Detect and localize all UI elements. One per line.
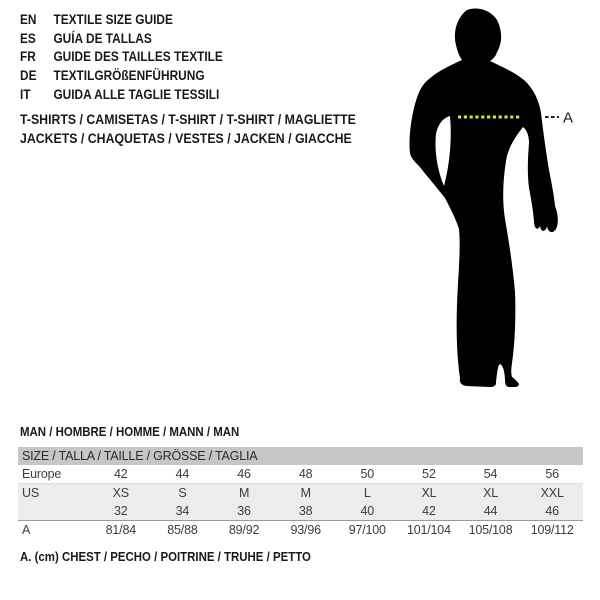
size-table-cell: 56 xyxy=(521,465,583,484)
measurement-footnote: A. (cm) CHEST / PECHO / POITRINE / TRUHE / PETTO xyxy=(20,549,311,564)
size-table-cell: 85/88 xyxy=(167,523,198,537)
size-table-cell: M xyxy=(275,484,337,503)
category-line-tshirts: T-SHIRTS / CAMISETAS / T-SHIRT / T-SHIRT / MAGLIETTE xyxy=(20,111,356,127)
size-table-row-label: A xyxy=(22,523,31,537)
size-table-cell: 38 xyxy=(275,502,337,521)
size-table-row xyxy=(18,465,583,484)
lang-code: DE xyxy=(20,68,37,84)
size-table-cell: 36 xyxy=(213,502,275,521)
size-table-header-cell: SIZE / TALLA / TAILLE / GRÖSSE / TAGLIA xyxy=(18,447,583,465)
lang-title: GUIDE DES TAILLES TEXTILE xyxy=(53,49,223,65)
lang-code: EN xyxy=(20,12,37,27)
size-table-container xyxy=(18,447,583,539)
size-table-header-row xyxy=(18,447,583,465)
section-heading-man: MAN / HOMBRE / HOMME / MANN / MAN xyxy=(20,424,240,439)
lang-title: GUÍA DE TALLAS xyxy=(53,30,152,46)
size-table-cell: 97/100 xyxy=(348,523,386,537)
size-table-cell: 42 xyxy=(90,465,152,484)
size-table-cell: XXL xyxy=(521,484,583,503)
size-table-cell: XL xyxy=(398,484,460,503)
size-table-cell: 40 xyxy=(337,502,399,521)
size-table-cell: 44 xyxy=(152,465,214,484)
size-table-cell: 52 xyxy=(398,465,460,484)
size-table-cell: 44 xyxy=(460,502,522,521)
size-table-cell: 109/112 xyxy=(530,523,574,537)
lang-code: FR xyxy=(20,49,36,65)
size-table xyxy=(18,447,583,539)
size-table-row-label: US xyxy=(18,484,90,503)
size-table-row xyxy=(18,502,583,521)
size-table-cell: 105/108 xyxy=(468,523,513,537)
size-table-cell: L xyxy=(337,484,399,503)
size-table-cell: XL xyxy=(460,484,522,503)
lang-title: TEXTILGRÖßENFÜHRUNG xyxy=(53,68,205,84)
size-table-row xyxy=(18,521,583,540)
size-table-cell: 50 xyxy=(337,465,399,484)
size-table-row-label: Europe xyxy=(18,465,90,484)
size-table-cell: 32 xyxy=(90,502,152,521)
size-table-body xyxy=(18,465,583,539)
lang-code: ES xyxy=(20,30,36,46)
lang-title: TEXTILE SIZE GUIDE xyxy=(53,12,173,27)
size-table-cell: 93/96 xyxy=(290,523,321,537)
size-table-row-label xyxy=(18,502,90,521)
size-table-cell: 34 xyxy=(152,502,214,521)
size-table-cell: 42 xyxy=(398,502,460,521)
category-line-jackets: JACKETS / CHAQUETAS / VESTES / JACKEN / GIACCHE xyxy=(20,130,352,146)
measure-label-a: A xyxy=(563,109,574,127)
size-table-cell: 48 xyxy=(275,465,337,484)
size-table-cell: 46 xyxy=(213,465,275,484)
size-table-cell: 101/104 xyxy=(407,523,451,537)
size-table-cell: 81/84 xyxy=(105,523,136,537)
size-table-cell: 89/92 xyxy=(228,523,260,537)
man-silhouette xyxy=(409,8,557,387)
size-table-cell: S xyxy=(152,484,214,503)
lang-code: IT xyxy=(20,86,31,102)
size-table-cell: 46 xyxy=(521,502,583,521)
size-table-row xyxy=(18,484,583,503)
size-table-cell: XS xyxy=(90,484,152,503)
size-table-cell: 54 xyxy=(460,465,522,484)
lang-title: GUIDA ALLE TAGLIE TESSILI xyxy=(53,86,220,102)
size-table-cell: M xyxy=(213,484,275,503)
